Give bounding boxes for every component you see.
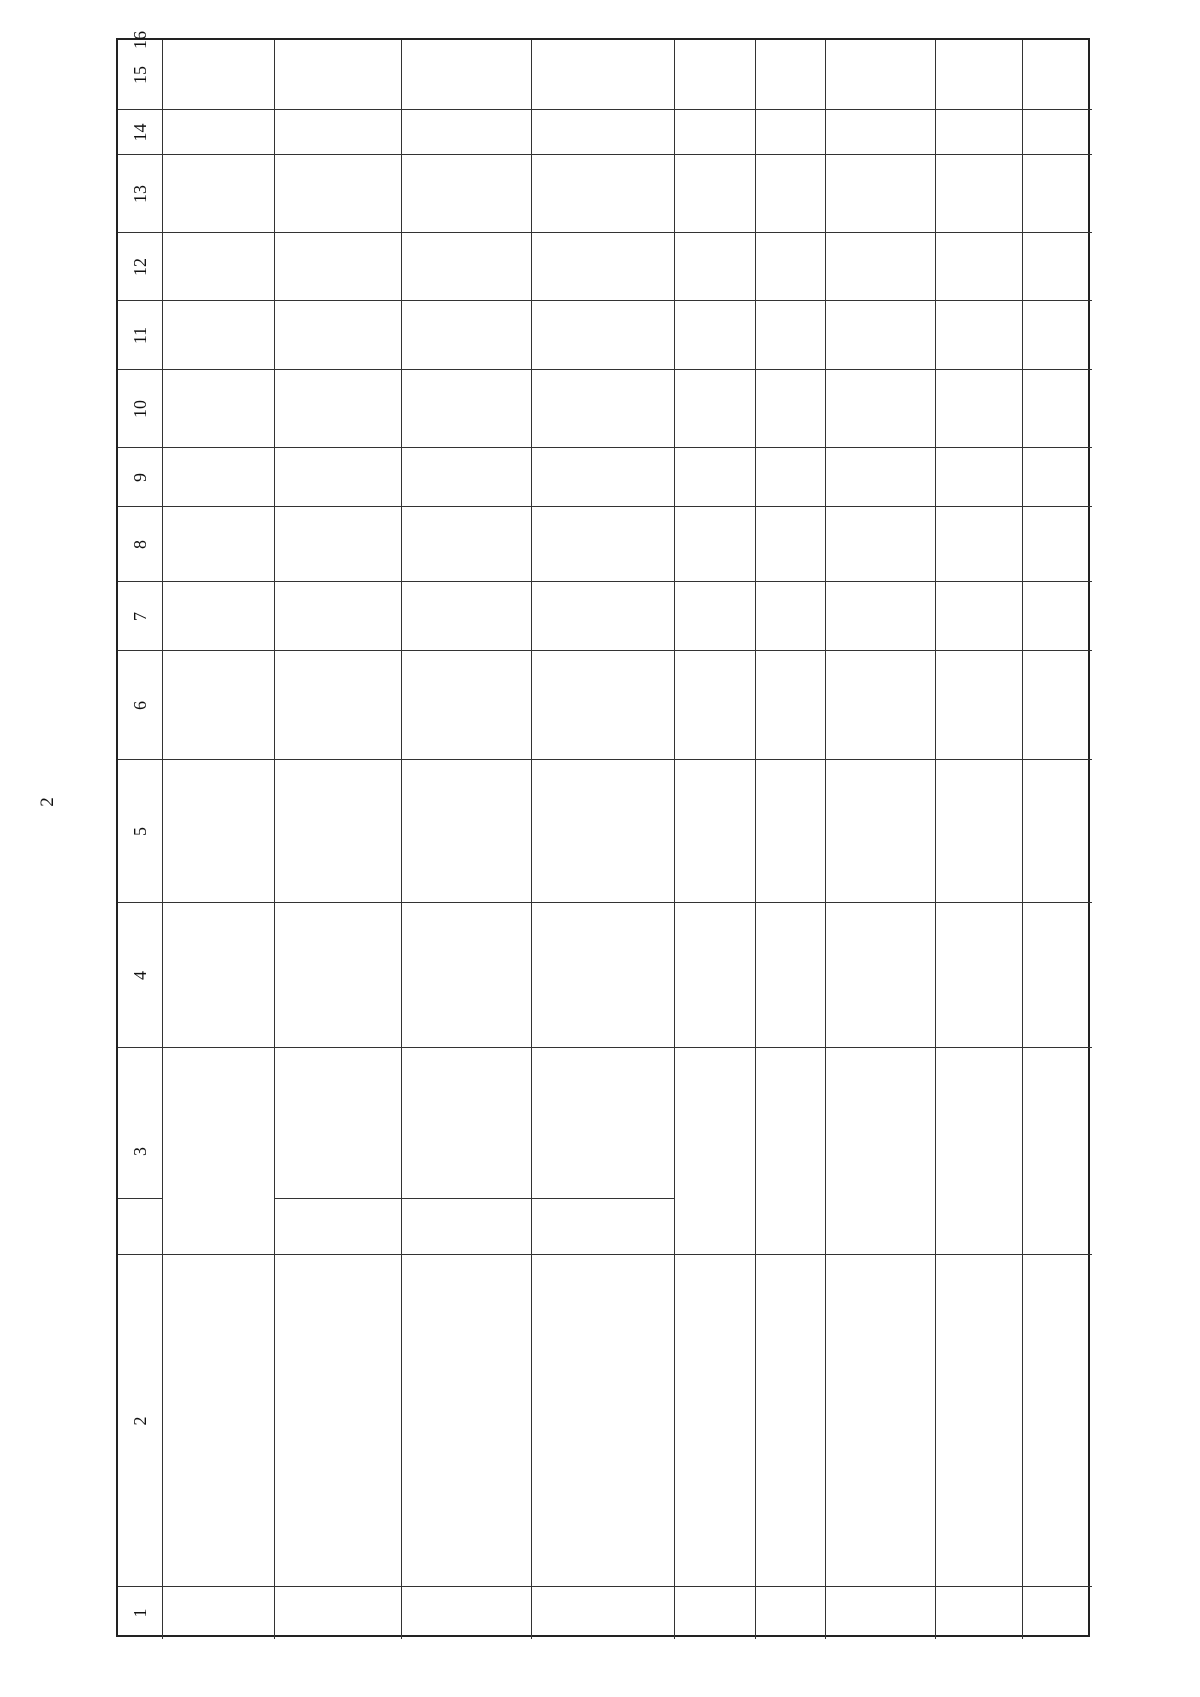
header-col-9: 9 [129, 473, 150, 482]
header-col-3: 3 [129, 1147, 150, 1156]
table-rotated-content: 1 2 3 4 5 6 7 8 9 10 11 12 13 14 15 16 [118, 40, 1092, 1639]
header-col-1: 1 [129, 1608, 150, 1618]
header-col-15: 15 [129, 66, 150, 84]
header-col-6: 6 [129, 701, 150, 710]
header-col-5: 5 [129, 827, 150, 836]
header-col-10: 10 [129, 400, 150, 418]
header-col-2: 2 [129, 1416, 150, 1426]
header-col-14: 14 [129, 123, 150, 142]
header-col-11: 11 [129, 326, 150, 345]
header-col-8: 8 [129, 540, 150, 549]
header-col-13: 13 [129, 185, 150, 203]
page-number: 2 [37, 797, 58, 807]
data-table [116, 31, 1090, 1637]
header-col-7: 7 [129, 612, 150, 621]
header-col-12: 12 [129, 258, 150, 276]
header-col-4: 4 [129, 971, 150, 980]
